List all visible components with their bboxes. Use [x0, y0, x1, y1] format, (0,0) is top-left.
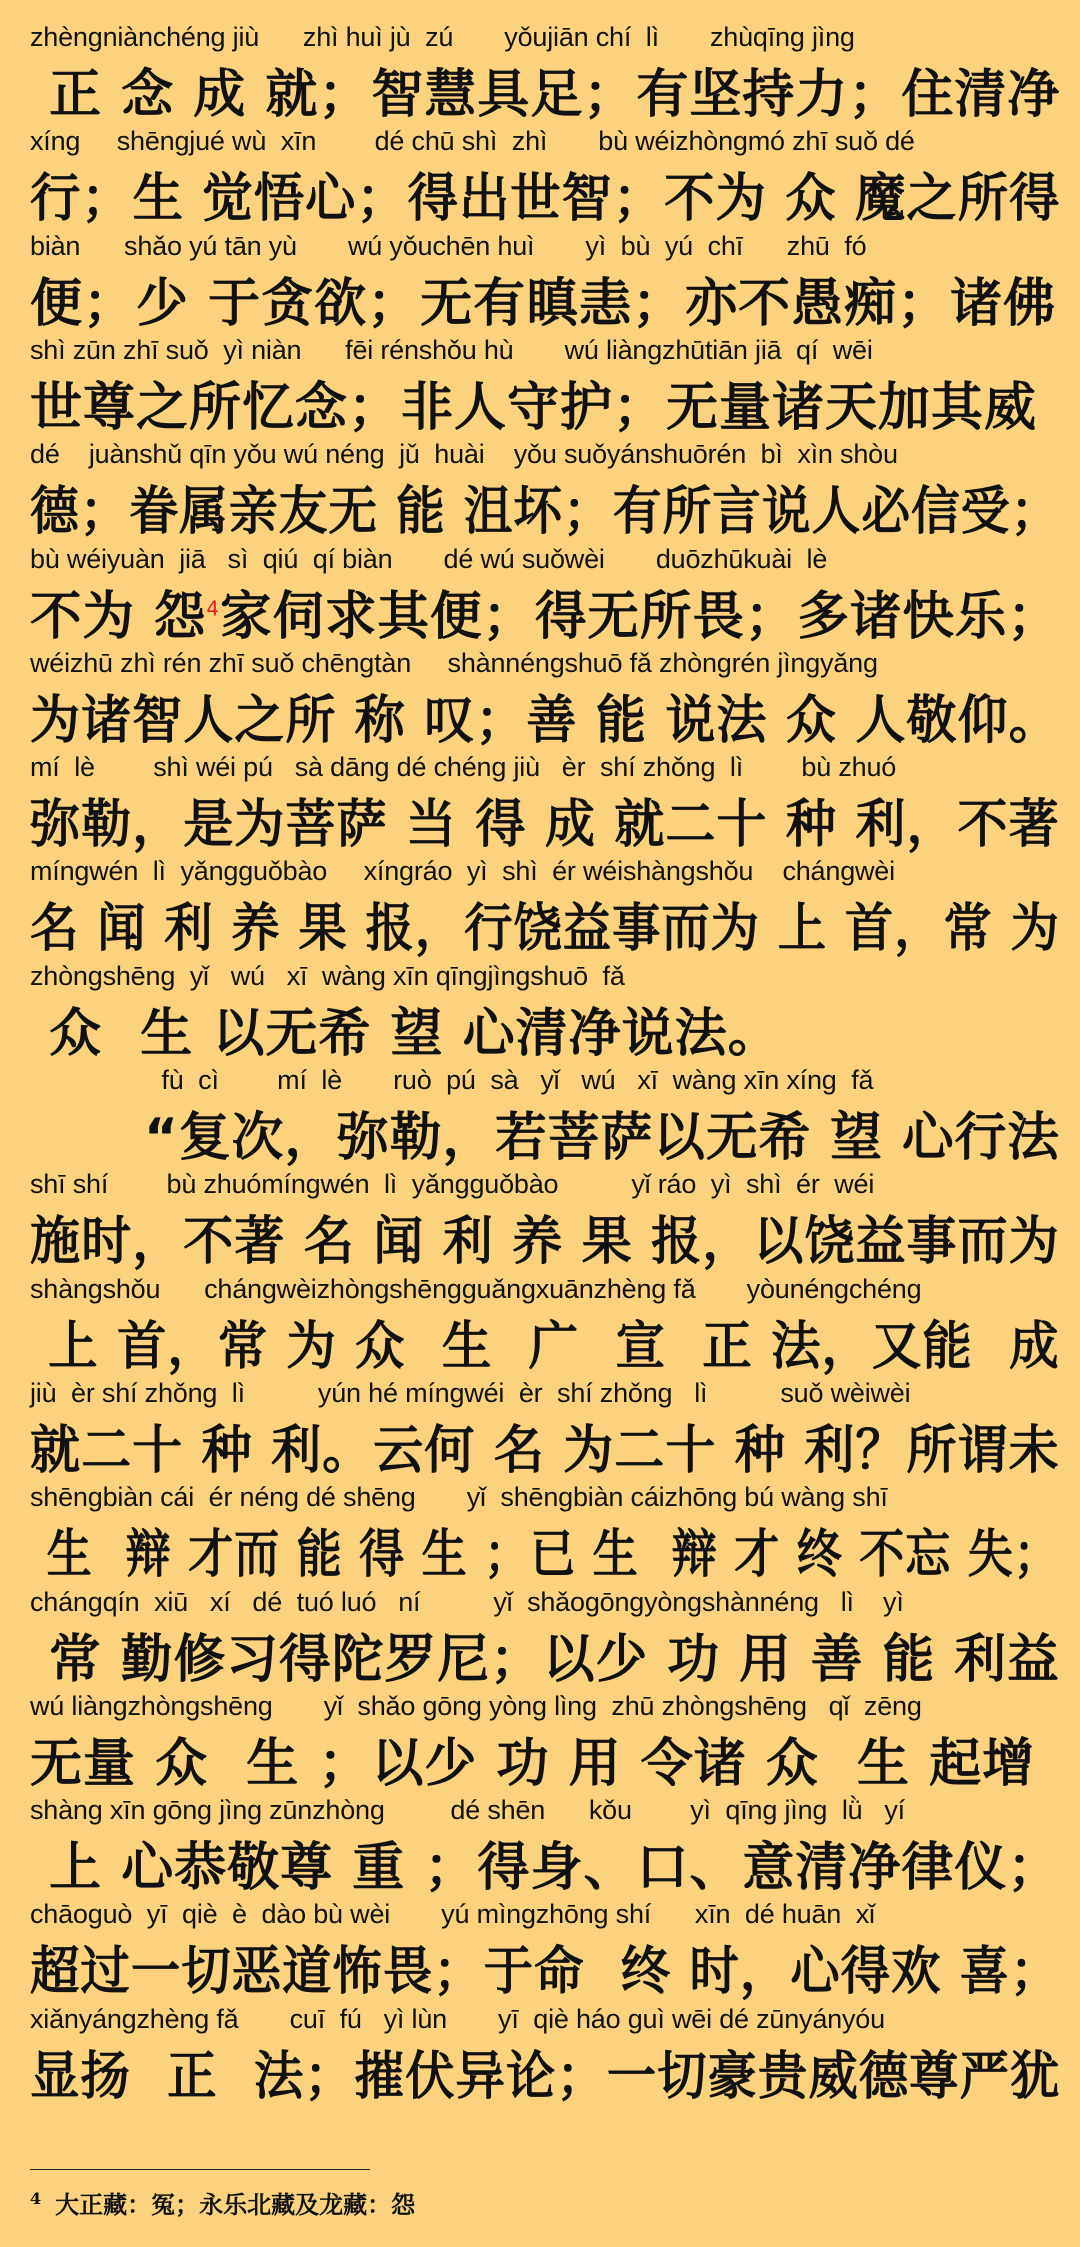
pinyin-annotation: zhèngniànchéng jiù zhì huì jù zú yǒujiān chí lì zhùqīng jìng	[30, 22, 855, 52]
text-line	[30, 1899, 1060, 2003]
text-line	[30, 1795, 1060, 1899]
text-line	[30, 752, 1060, 856]
text-line	[30, 648, 1060, 752]
footnote-text: 大正藏：冤；永乐北藏及龙藏：怨	[55, 2190, 416, 2219]
pinyin-annotation: shì zūn zhī suǒ yì niàn fēi rénshǒu hù wú liàngzhūtiān jiā qí wēi	[30, 334, 873, 365]
chinese-text: 名 闻 利 养 果 报，行饶益事而为 上 首，常 为	[30, 899, 1060, 960]
chinese-text: 为诸智人之所 称 叹；善 能 说法 众 人敬仰。	[30, 690, 1060, 751]
text-line	[30, 1169, 1060, 1273]
pinyin-annotation: chángqín xiū xí dé tuó luó ní yǐ shǎogōngyòngshànnéng lì yì	[30, 1586, 904, 1617]
chinese-text: 上 首，常 为 众 生 广 宣 正 法，又能 成	[30, 1316, 1060, 1377]
pinyin-annotation: wéizhū zhì rén zhī suǒ chēngtàn shànnéngshuō fǎ zhòngrén jìngyǎng	[30, 647, 878, 678]
pinyin-annotation: wú liàngzhòngshēng yǐ shǎo gōng yòng lìng zhū zhòngshēng qǐ zēng	[30, 1690, 922, 1721]
text-line	[30, 1691, 1060, 1795]
footnote	[30, 2185, 415, 2220]
chinese-text: “复次，弥勒，若菩萨以无希 望 心行法	[30, 1108, 1061, 1168]
text-line	[30, 856, 1060, 960]
pinyin-annotation: mí lè shì wéi pú sà dāng dé chéng jiù èr shí zhǒng lì bù zhuó	[30, 752, 897, 783]
text-line	[30, 1587, 1060, 1691]
chinese-text: 行；生 觉悟心；得出世智；不为 众 魔之所得	[30, 169, 1061, 230]
text-line	[30, 2004, 1060, 2108]
text-line	[30, 1378, 1060, 1482]
chinese-text: 常 勤修习得陀罗尼；以少 功 用 善 能 利益	[30, 1629, 1060, 1690]
pinyin-annotation: shī shí bù zhuómíngwén lì yǎngguǒbào yǐ ráo yì shì ér wéi	[30, 1169, 875, 1200]
chinese-text	[30, 574, 1060, 649]
chinese-text: 正 念 成 就；智慧具足；有坚持力；住清净	[30, 65, 1061, 125]
chinese-text: 生 辩 才而 能 得 生 ；已 生 辩 才 终 不忘 失；	[30, 1525, 1060, 1586]
chinese-text: 无量 众 生 ；以少 功 用 令诸 众 生 起增	[30, 1733, 1036, 1794]
chinese-text: 显扬 正 法；摧伏异论；一切豪贵威德尊严犹	[30, 2046, 1061, 2107]
pinyin-annotation: shàng xīn gōng jìng zūnzhòng dé shēn kǒu yì qīng jìng lǜ yí	[30, 1795, 905, 1826]
pinyin-annotation: fù cì mí lè ruò pú sà yǐ wú xī wàng xīn xíng fǎ	[30, 1065, 874, 1095]
chinese-text: 便；少 于贪欲；无有瞋恚；亦不愚痴；诸佛	[30, 273, 1057, 334]
chinese-text: 施时，不著 名 闻 利 养 果 报，以饶益事而为	[30, 1212, 1060, 1273]
pinyin-annotation: xiǎnyángzhèng fǎ cuī fú yì lùn yī qiè háo guì wēi dé zūnyányóu	[30, 2003, 885, 2034]
footnote-marker: 4	[206, 596, 220, 621]
pinyin-annotation: bù wéiyuàn jiā sì qiú qí biàn dé wú suǒwèi duōzhūkuài lè	[30, 543, 828, 574]
text-line	[30, 1065, 1060, 1169]
pinyin-annotation: míngwén lì yǎngguǒbào xíngráo yì shì ér wéishàngshǒu chángwèi	[30, 856, 895, 887]
footnote-number: 4	[30, 2189, 42, 2208]
chinese-text: 超过一切恶道怖畏；于命 终 时，心得欢 喜；	[30, 1942, 1061, 2003]
chinese-text: 世尊之所忆念；非人守护；无量诸天加其威	[30, 377, 1038, 438]
chinese-text: 上 心恭敬尊 重 ；得身、口、意清净律仪；	[30, 1838, 1061, 1899]
chinese-text-part: 不为 怨	[30, 586, 207, 647]
chinese-text: 就二十 种 利。云何 名 为二十 种 利？所谓未	[30, 1420, 1060, 1481]
pinyin-annotation: dé juànshǔ qīn yǒu wú néng jǔ huài yǒu suǒyánshuōrén bì xìn shòu	[30, 439, 898, 470]
pinyin-annotation: chāoguò yī qiè è dào bù wèi yú mìngzhōng shí xīn dé huān xǐ	[30, 1899, 875, 1930]
text-line	[30, 544, 1060, 648]
pinyin-annotation: shēngbiàn cái ér néng dé shēng yǐ shēngbiàn cáizhōng bú wàng shī	[30, 1482, 888, 1513]
chinese-text: 众 生 以无希 望 心清净说法。	[30, 1003, 781, 1064]
footnote-divider	[30, 2169, 370, 2170]
pinyin-annotation: biàn shǎo yú tān yù wú yǒuchēn huì yì bù yú chī zhū fó	[30, 230, 867, 261]
chinese-text-part: 家伺求其便；得无所畏；多诸快乐；	[219, 586, 1060, 647]
text-line	[30, 126, 1060, 230]
text-line	[30, 961, 1060, 1065]
pinyin-annotation: xíng shēngjué wù xīn dé chū shì zhì bù wéizhòngmó zhī suǒ dé	[30, 126, 915, 157]
pinyin-annotation: shàngshǒu chángwèizhòngshēngguǎngxuānzhèng fǎ yòunéngchéng	[30, 1273, 922, 1304]
text-line	[30, 231, 1060, 335]
text-line	[30, 1482, 1060, 1586]
chinese-text: 弥勒，是为菩萨 当 得 成 就二十 种 利，不著	[30, 795, 1060, 856]
pinyin-annotation: zhòngshēng yǐ wú xī wàng xīn qīngjìngshuō fǎ	[30, 960, 625, 991]
pinyin-annotation: jiù èr shí zhǒng lì yún hé míngwéi èr shí zhǒng lì suǒ wèiwèi	[30, 1377, 911, 1408]
text-line	[30, 439, 1060, 543]
text-line	[30, 22, 1060, 126]
text-line	[30, 335, 1060, 439]
text-line	[30, 1274, 1060, 1378]
chinese-text: 德；眷属亲友无 能 沮坏；有所言说人必信受；	[30, 482, 1061, 543]
